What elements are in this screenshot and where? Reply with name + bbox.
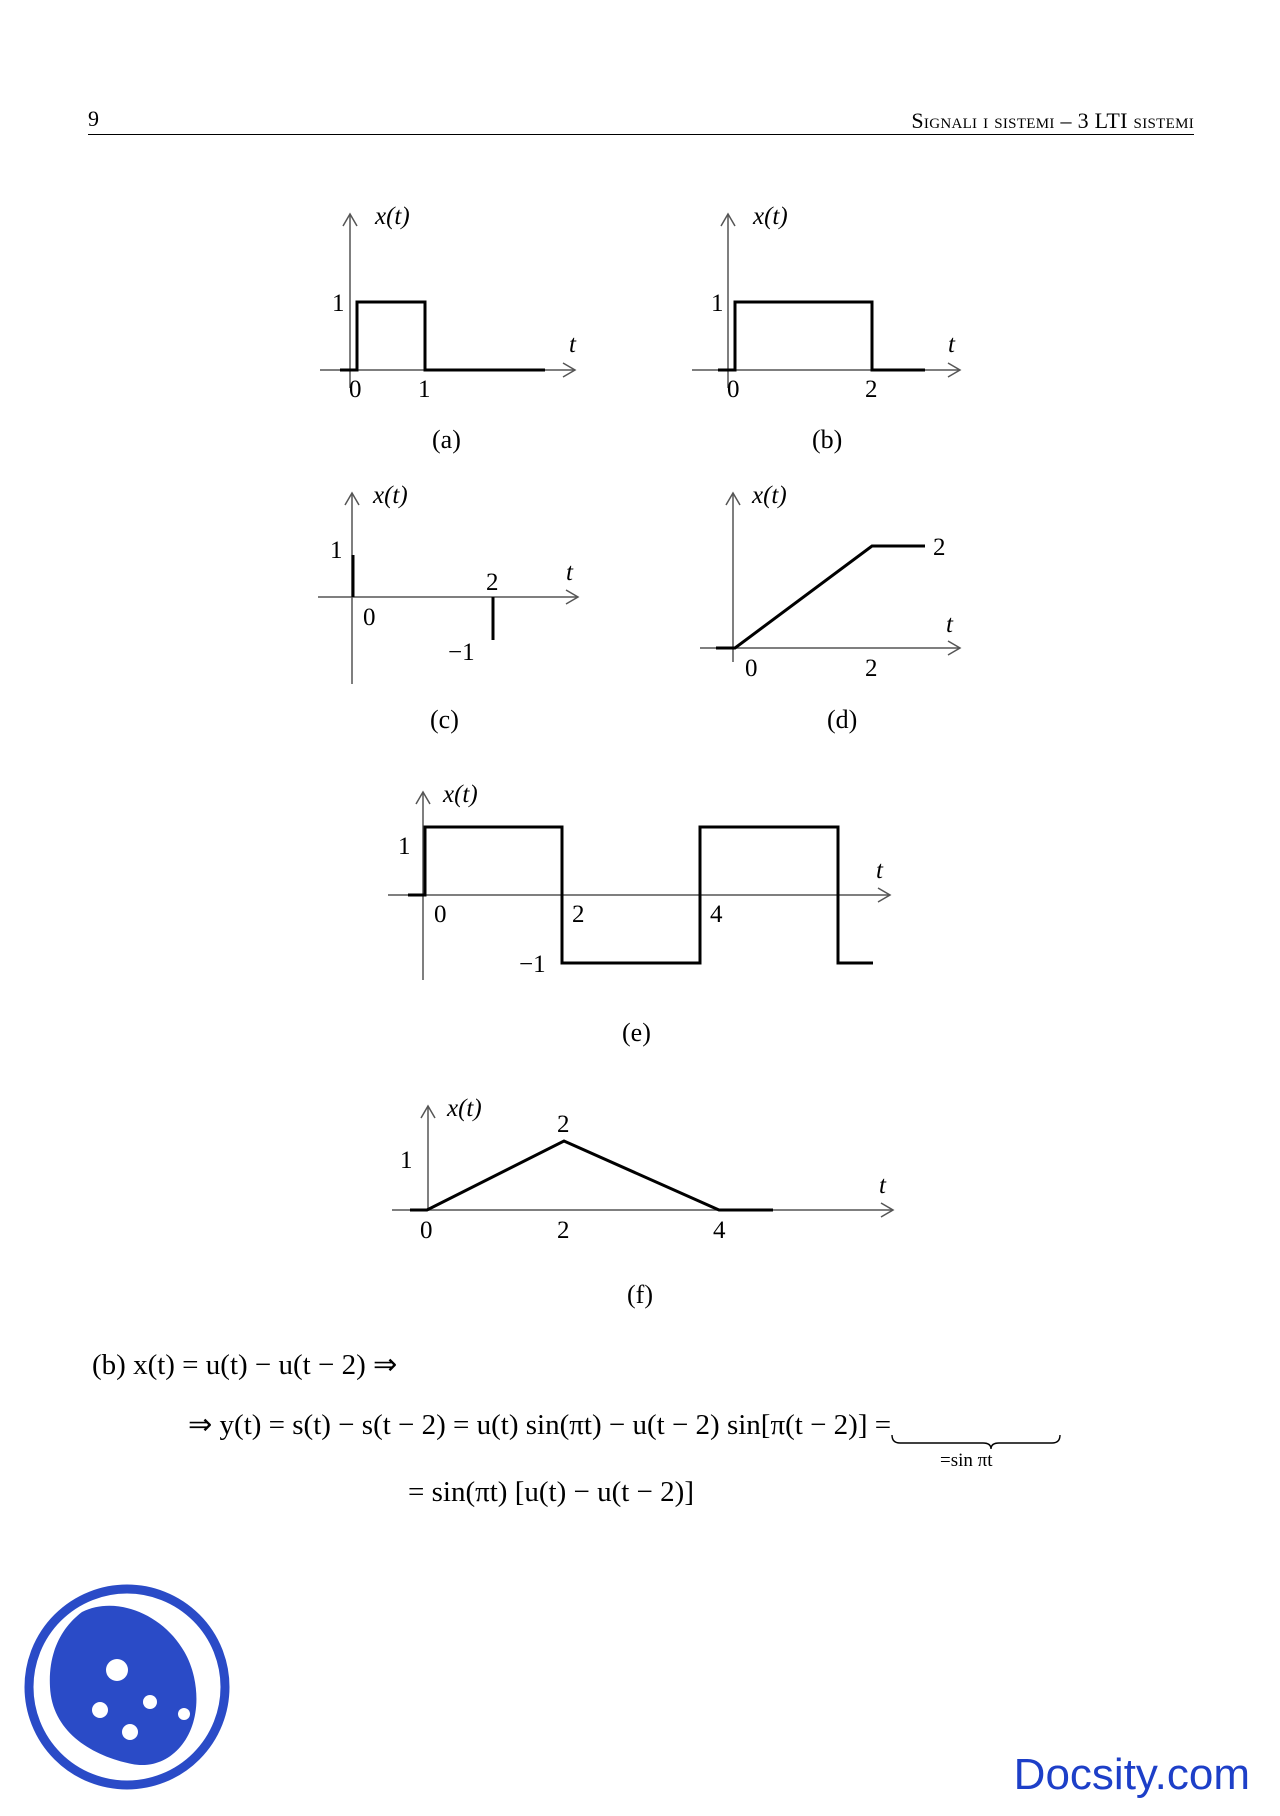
figure-a-ytick: 1 xyxy=(332,290,345,317)
equation-line-1: (b) x(t) = u(t) − u(t − 2) ⇒ xyxy=(92,1349,398,1381)
figure-a-caption: (a) xyxy=(432,425,461,454)
figure-b-caption: (b) xyxy=(812,425,843,454)
figure-f-caption: (f) xyxy=(627,1280,653,1309)
figure-e-xtick-2: 2 xyxy=(572,901,585,928)
figure-e-ytick-neg1: −1 xyxy=(519,951,546,978)
figure-e-xlabel: t xyxy=(876,857,883,884)
figure-c-xlabel: t xyxy=(566,559,573,586)
figure-d-xlabel: t xyxy=(946,611,953,638)
figure-b-xtick-2: 2 xyxy=(865,376,878,403)
figure-f-ytick-1: 1 xyxy=(400,1147,413,1174)
figure-b-ylabel: x(t) xyxy=(753,203,788,230)
figure-d-ylabel: x(t) xyxy=(752,482,787,509)
running-title: Signali i sistemi – 3 LTI sistemi xyxy=(911,108,1194,133)
figure-c-ylabel: x(t) xyxy=(373,482,408,509)
docsity-watermark: Docsity.com xyxy=(1013,1750,1250,1799)
figure-c-caption: (c) xyxy=(430,705,459,734)
figure-a-xtick-1: 1 xyxy=(418,376,431,403)
figure-b-ytick: 1 xyxy=(711,290,724,317)
figure-d-caption: (d) xyxy=(827,705,858,734)
figure-e-caption: (e) xyxy=(622,1018,651,1047)
figure-a-xlabel: t xyxy=(569,331,576,358)
figure-b-xlabel: t xyxy=(948,331,955,358)
figure-f-peak-label: 2 xyxy=(557,1111,570,1138)
figure-e-xtick-4: 4 xyxy=(710,901,723,928)
figure-a-ylabel: x(t) xyxy=(375,203,410,230)
equation-line-3: = sin(πt) [u(t) − u(t − 2)] xyxy=(408,1476,694,1508)
page-number: 9 xyxy=(88,106,99,131)
equation-line-2: ⇒ y(t) = s(t) − s(t − 2) = u(t) sin(πt) − u(t − 2) sin[π(t − 2)] = xyxy=(188,1409,892,1441)
figure-c-xtick-2: 2 xyxy=(486,569,499,596)
docsity-logo-icon xyxy=(22,1582,232,1792)
figure-f-xtick-0: 0 xyxy=(420,1217,433,1244)
figure-c-xtick-0: 0 xyxy=(363,604,376,631)
figure-d-xtick-2: 2 xyxy=(865,655,878,682)
figure-f-xtick-4: 4 xyxy=(713,1217,726,1244)
figure-d-ytick-2: 2 xyxy=(933,534,946,561)
figure-f-ylabel: x(t) xyxy=(447,1095,482,1122)
figure-c-ytick-neg1: −1 xyxy=(448,639,475,666)
figure-d-xtick-0: 0 xyxy=(745,655,758,682)
underbrace-note: =sin πt xyxy=(940,1450,993,1471)
figure-b-xtick-0: 0 xyxy=(727,376,740,403)
figure-e-xtick-0: 0 xyxy=(434,901,447,928)
figure-f-xlabel: t xyxy=(879,1172,886,1199)
figure-e-ylabel: x(t) xyxy=(443,781,478,808)
figure-a-xtick-0: 0 xyxy=(349,376,362,403)
figure-f-xtick-2: 2 xyxy=(557,1217,570,1244)
figure-c-ytick-1: 1 xyxy=(330,537,343,564)
figure-e-ytick-1: 1 xyxy=(398,833,411,860)
